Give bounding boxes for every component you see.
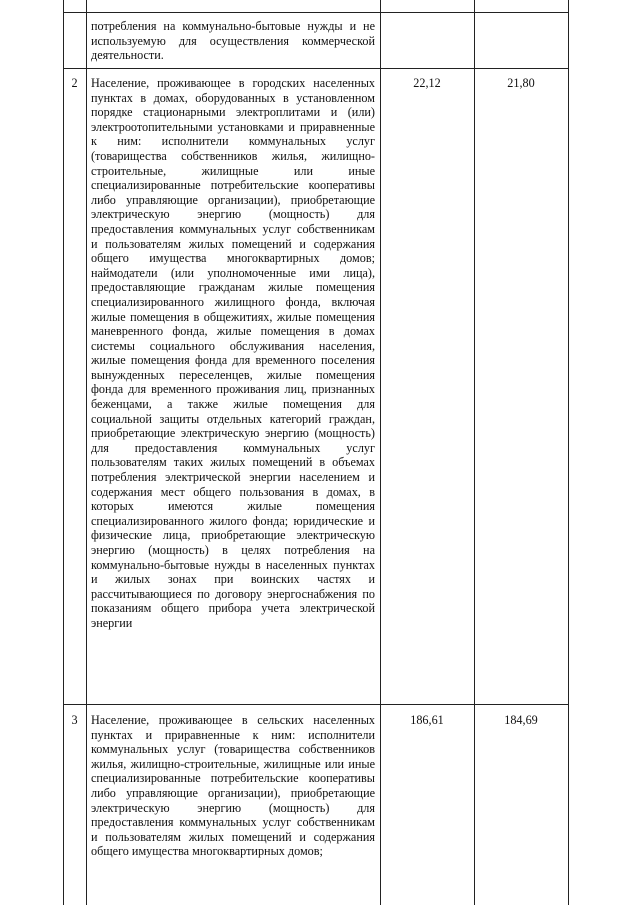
table-divider-text (380, 0, 381, 905)
table-divider-num (86, 0, 87, 905)
table-row-2-value-2: 21,80 (507, 76, 535, 90)
row-separator-2 (63, 68, 569, 69)
table-row-2-text: Население, проживающее в городских населенных пунктах в домах, оборудованных в установленном порядке стационарными электроплитами и (или) электроотопительными установками и приравненные к ним: исполнители коммунальных услуг (товарищества собственников жилья, жилищно-строительные, жилищные или иные специализированные потребительские кооперативы либо управляющие организации), приобретающие электрическую энергию (мощность) для предоставления коммунальных услуг собственникам и пользователям жилых помещений и содержания общего имущества многоквартирных домов; наймодатели (или уполномоченные ими лица), предоставляющие гражданам жилые помещения специализированного жилищного фонда, включая жилые помещения в общежитиях, жилые помещения маневренного фонда, жилые помещения в домах системы социального обслуживания населения, жилые помещения фонда для временного поселения вынужденных переселенцев, жилые помещения фонда для временного проживания лиц, признанных беженцами, а также жилые помещения для социальной защиты отдельных категорий граждан, приобретающие электрическую энергию (мощность) для предоставления коммунальных услуг пользователям таких жилых помещений в объемах потребления электрической энергии населением и содержания мест общего пользования в домах, в которых имеются жилые помещения специализированного жилого фонда; юридические и физические лица, приобретающие электрическую энергию (мощность) в целях потребления на коммунально-бытовые нужды в населенных пунктах и жилых зонах при воинских частях и рассчитывающиеся по договору энергоснабжения по показаниям общего прибора учета электрической энергии (91, 76, 375, 630)
table-row-1-text: потребления на коммунально-бытовые нужды и не используемую для осуществления коммерческой деятельности. (91, 19, 375, 63)
table-border-right (568, 0, 569, 905)
table-row-3-number: 3 (71, 713, 78, 727)
table-divider-val (474, 0, 475, 905)
table-row-3-value-1: 186,61 (410, 713, 444, 727)
row-separator-3 (63, 704, 569, 705)
table-border-left (63, 0, 64, 905)
table-row-3-text: Население, проживающее в сельских населенных пунктах и приравненные к ним: исполнители коммунальных услуг (товарищества собственников жилья, жилищно-строительные, жилищные или иные специализированные потребительские кооперативы либо управляющие организации), приобретающие электрическую энергию (мощность) для предоставления коммунальных услуг собственникам и пользователям жилых помещений и содержания общего имущества многоквартирных домов; (91, 713, 375, 859)
table-row-3-value-2: 184,69 (504, 713, 538, 727)
table-row-2-number: 2 (71, 76, 78, 90)
row-separator-1 (63, 12, 569, 13)
table-row-2-value-1: 22,12 (413, 76, 441, 90)
